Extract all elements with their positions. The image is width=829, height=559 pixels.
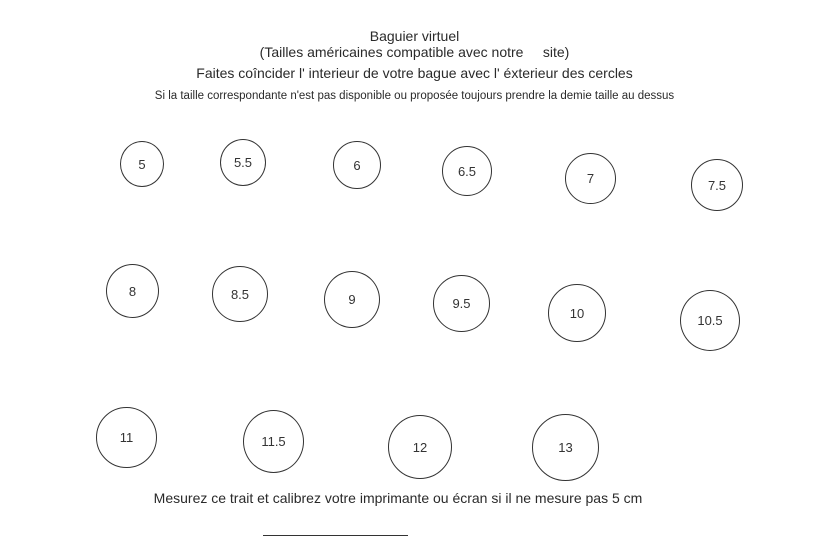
ring-size-8-5 (212, 266, 268, 322)
ring-size-label: 6.5 (457, 163, 477, 179)
availability-note: Si la taille correspondante n'est pas disponible ou proposée toujours prendre la demie taille au dessus (154, 90, 675, 102)
ring-size-9 (324, 271, 380, 328)
ring-size-5 (120, 141, 164, 187)
ring-size-8 (106, 264, 159, 318)
ring-size-7 (565, 153, 616, 204)
ring-size-label: 8 (128, 283, 137, 299)
ring-size-11-5 (243, 410, 304, 473)
instruction-text: Faites coîncider l' interieur de votre bague avec l' éxterieur des cercles (196, 65, 633, 81)
ring-size-7-5 (691, 159, 743, 211)
ring-size-label: 11 (119, 430, 134, 445)
calibration-text: Mesurez ce trait et calibrez votre imprimante ou écran si il ne mesure pas 5 cm (153, 490, 643, 506)
ring-size-label: 5 (138, 156, 146, 172)
ring-size-label: 13 (558, 440, 573, 455)
ring-size-label: 5.5 (233, 155, 253, 170)
ring-size-6-5 (442, 146, 492, 196)
ring-size-label: 8.5 (230, 286, 250, 302)
ring-size-label: 7 (586, 171, 595, 186)
ring-size-9-5 (433, 275, 490, 332)
ring-size-label: 7.5 (707, 177, 727, 193)
page-subtitle: (Tailles américaines compatible avec notre site) (259, 44, 570, 60)
ring-size-12 (388, 415, 452, 479)
ring-size-11 (96, 407, 157, 468)
ring-size-label: 11.5 (261, 434, 286, 449)
calibration-line (263, 535, 408, 536)
ring-size-label: 9 (348, 292, 356, 307)
ring-size-label: 10 (569, 305, 585, 321)
ring-size-5-5 (220, 139, 266, 186)
ring-size-label: 12 (412, 439, 428, 455)
ring-size-label: 9.5 (452, 296, 471, 311)
ring-size-label: 6 (353, 157, 361, 173)
ring-size-10 (548, 284, 606, 342)
ring-size-13 (532, 414, 599, 481)
page-title: Baguier virtuel (369, 28, 460, 44)
ring-size-10-5 (680, 290, 740, 351)
ring-size-6 (333, 141, 381, 189)
ring-size-label: 10.5 (697, 313, 723, 328)
